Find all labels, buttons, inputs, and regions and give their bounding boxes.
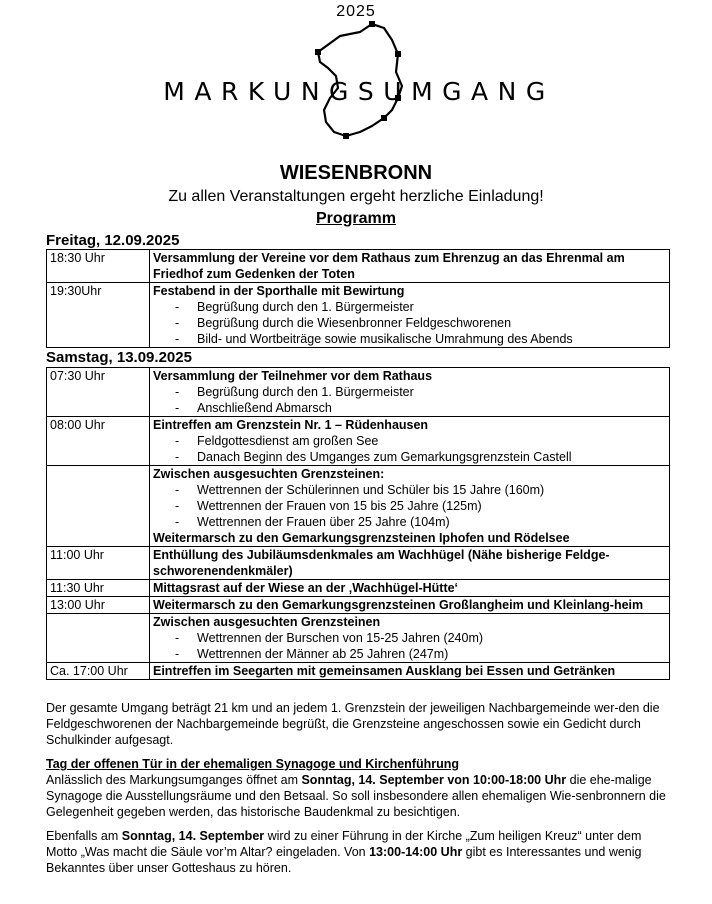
event-cell: [150, 466, 670, 547]
time-cell: 11:30 Uhr: [47, 580, 150, 597]
event-cell: [150, 614, 670, 663]
time-cell: 13:00 Uhr: [47, 597, 150, 614]
list-item: - Begrüßung durch den 1. Bürgermeister: [175, 385, 414, 399]
list-item: - Wettrennen der Burschen von 15-25 Jahren (240m): [175, 631, 484, 645]
time-cell: [47, 466, 150, 547]
table-row: [47, 663, 670, 680]
list-item: - Wettrennen der Frauen von 15 bis 25 Jahre (125m): [175, 499, 482, 513]
page-title: WIESENBRONN: [279, 162, 433, 184]
list-item: - Danach Beginn des Umganges zum Gemarkungsgrenzstein Castell: [175, 450, 572, 464]
list-item: - Bild- und Wortbeiträge sowie musikalische Umrahmung des Abends: [175, 332, 573, 346]
event-cell: [150, 547, 670, 580]
church-paragraph: Ebenfalls am Sonntag, 14. September wird zu einer Führung in der Kirche „Zum heiligen Kreuz“ unter dem Motto „Was macht die Säule vor’m Altar? eingeladen. Von 13:00-14:00 Uhr gibt es Interessantes und wenig Bekanntes über unser Gotteshaus zu hören.: [46, 829, 642, 875]
table-row: [47, 547, 670, 580]
list-item: - Feldgottesdienst am großen See: [175, 434, 379, 448]
event-title: Versammlung der Vereine vor dem Rathaus zum Ehrenzug an das Ehrenmal am Friedhof zum Gedenken der Toten: [153, 251, 625, 281]
event-title: Weitermarsch zu den Gemarkungsgrenzsteinen Großlangheim und Kleinlang-heim: [153, 598, 644, 612]
event-title: Versammlung der Teilnehmer vor dem Rathaus: [153, 369, 433, 383]
synagogue-paragraph: Anlässlich des Markungsumganges öffnet am Sonntag, 14. September von 10:00-18:00 Uhr die ehe-malige Synagoge die Ausstellungsräume und den Betsaal. So soll insbesondere allen ehemaligen Wie-senbronnern die Gelegenheit gegeben werden, das historische Baudenkmal zu besichtigen.: [46, 773, 666, 819]
day-heading-saturday: Samstag, 13.09.2025: [46, 349, 192, 366]
event-title: Mittagsrast auf der Wiese an der ‚Wachhügel-Hütte‘: [153, 581, 459, 595]
schedule-table-saturday: [46, 367, 670, 680]
list-item: - Begrüßung durch den 1. Bürgermeister: [175, 300, 414, 314]
table-row: [47, 250, 670, 283]
event-title: Zwischen ausgesuchten Grenzsteinen:: [153, 467, 385, 481]
time-cell: 18:30 Uhr: [47, 250, 150, 283]
list-item: - Begrüßung durch die Wiesenbronner Feldgeschworenen: [175, 316, 512, 330]
table-row: [47, 580, 670, 597]
table-row: [47, 368, 670, 417]
table-row: [47, 417, 670, 466]
event-title: Zwischen ausgesuchten Grenzsteinen: [153, 615, 381, 629]
day-heading-friday: Freitag, 12.09.2025: [46, 232, 180, 249]
event-footer: Weitermarsch zu den Gemarkungsgrenzsteinen Iphofen und Rödelsee: [153, 531, 570, 545]
time-cell: 19:30Uhr: [47, 283, 150, 348]
event-title: Festabend in der Sporthalle mit Bewirtung: [153, 284, 405, 298]
program-heading: Programm: [315, 210, 397, 227]
schedule-table-friday: [46, 249, 670, 348]
event-cell: [150, 283, 670, 348]
table-row: [47, 614, 670, 663]
route-paragraph: Der gesamte Umgang beträgt 21 km und an jedem 1. Grenzstein der jeweiligen Nachbargemeinde wer-den die Feldgeschworenen der Nachbargemeinde begrüßt, die Grenzsteine angeschossen sowie ein Gedicht durch Schulkinder aufgesagt.: [46, 701, 660, 747]
event-cell: [150, 250, 670, 283]
event-cell: [150, 580, 670, 597]
event-cell: [150, 663, 670, 680]
markungsumgang-logo: [0, 0, 712, 150]
event-cell: [150, 597, 670, 614]
church-section: [46, 828, 670, 876]
table-row: [47, 283, 670, 348]
time-cell: Ca. 17:00 Uhr: [47, 663, 150, 680]
section-heading: Tag der offenen Tür in der ehemaligen Synagoge und Kirchenführung: [46, 757, 459, 771]
list-item: - Wettrennen der Männer ab 25 Jahren (247m): [175, 647, 449, 661]
route-description: [46, 700, 670, 748]
time-cell: [47, 614, 150, 663]
event-cell: [150, 368, 670, 417]
logo-wordmark: MARKUNGSUMGANG: [163, 77, 555, 106]
time-cell: 07:30 Uhr: [47, 368, 150, 417]
time-cell: 11:00 Uhr: [47, 547, 150, 580]
event-title: Enthüllung des Jubiläumsdenkmales am Wachhügel (Nähe bisherige Feldge-schworenendenkmäler): [153, 548, 610, 578]
list-item: - Wettrennen der Schülerinnen und Schüler bis 15 Jahre (160m): [175, 483, 545, 497]
synagogue-section: [46, 756, 670, 820]
event-title: Eintreffen im Seegarten mit gemeinsamen Ausklang bei Essen und Getränken: [153, 664, 616, 678]
logo-year: 2025: [336, 3, 376, 20]
table-row: [47, 597, 670, 614]
list-item: - Wettrennen der Frauen über 25 Jahre (104m): [175, 515, 450, 529]
event-cell: [150, 417, 670, 466]
time-cell: 08:00 Uhr: [47, 417, 150, 466]
event-title: Eintreffen am Grenzstein Nr. 1 – Rüdenhausen: [153, 418, 429, 432]
invitation-text: Zu allen Veranstaltungen ergeht herzliche Einladung!: [168, 188, 544, 205]
list-item: - Anschließend Abmarsch: [175, 401, 332, 415]
table-row: [47, 466, 670, 547]
